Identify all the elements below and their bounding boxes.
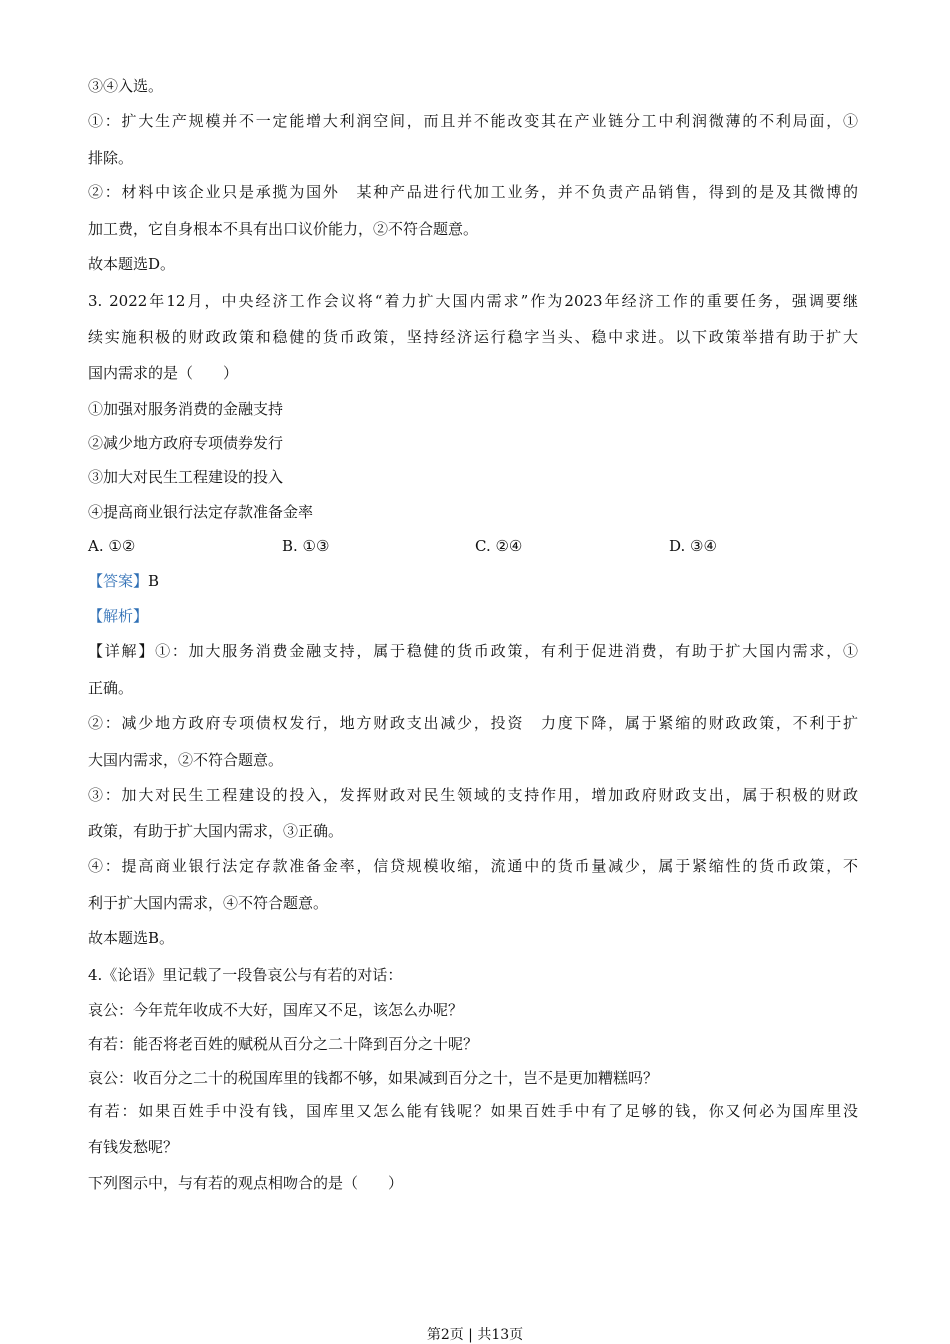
detail-line: 4.《论语》里记载了一段鲁哀公与有若的对话：	[88, 966, 403, 984]
text-line: ②减少地方政府专项债券发行	[88, 434, 284, 452]
text-line: ①加强对服务消费的金融支持	[88, 400, 284, 418]
text-line: 加工费，它自身根本不具有出口议价能力，②不符合题意。	[88, 220, 479, 238]
text-line: 国内需求的是（ ）	[88, 364, 239, 382]
option-c: C. ②④	[475, 537, 523, 555]
answer-label: 【答案】	[88, 572, 149, 590]
detail-line: 有若：能否将老百姓的赋税从百分之二十降到百分之十呢？	[88, 1035, 479, 1053]
detail-line: 大国内需求，②不符合题意。	[88, 751, 284, 769]
detail-line: 有钱发愁呢？	[88, 1138, 179, 1156]
detail-line: 正确。	[88, 679, 134, 697]
text-line: ②：材料中该企业只是承揽为国外 某种产品进行代加工业务，并不负责产品销售，得到的是及其微博的	[88, 183, 858, 201]
text-line: 续实施积极的财政政策和稳健的货币政策，坚持经济运行稳字当头、稳中求进。以下政策举措有助于扩大	[88, 328, 858, 346]
detail-line: 哀公：收百分之二十的税国库里的钱都不够，如果减到百分之十，岂不是更加糟糕吗？	[88, 1069, 659, 1087]
answer-line	[88, 571, 159, 591]
detail-line: 政策，有助于扩大国内需求，③正确。	[88, 822, 344, 840]
answer-value: B	[148, 572, 160, 590]
detail-line: 【详解】①：加大服务消费金融支持，属于稳健的货币政策，有利于促进消费，有助于扩大国内需求，①	[88, 642, 858, 660]
text-line: 3. 2022年12月，中央经济工作会议将“着力扩大国内需求”作为2023年经济工作的重要任务，强调要继	[88, 292, 858, 310]
analysis-label: 【解析】	[88, 607, 149, 625]
detail-line: 哀公：今年荒年收成不大好，国库又不足，该怎么办呢？	[88, 1001, 464, 1019]
detail-line: 有若：如果百姓手中没有钱，国库里又怎么能有钱呢？如果百姓手中有了足够的钱，你又何必为国库里没	[88, 1102, 858, 1120]
text-line: ③④入选。	[88, 77, 164, 95]
detail-line: 故本题选B。	[88, 929, 175, 947]
text-line: ④提高商业银行法定存款准备金率	[88, 503, 314, 521]
text-line: 故本题选D。	[88, 255, 176, 273]
detail-line: ②：减少地方政府专项债权发行，地方财政支出减少，投资 力度下降，属于紧缩的财政政策，不利于扩	[88, 714, 858, 732]
detail-line: ④：提高商业银行法定存款准备金率，信贷规模收缩，流通中的货币量减少，属于紧缩性的货币政策，不	[88, 857, 858, 875]
text-line: 排除。	[88, 149, 134, 167]
option-a: A. ①②	[88, 537, 136, 555]
detail-line: 利于扩大国内需求，④不符合题意。	[88, 894, 329, 912]
text-line: ③加大对民生工程建设的投入	[88, 468, 284, 486]
detail-line: ③：加大对民生工程建设的投入，发挥财政对民生领域的支持作用，增加政府财政支出，属于积极的财政	[88, 786, 858, 804]
option-d: D. ③④	[669, 537, 717, 555]
option-b: B. ①③	[282, 537, 330, 555]
text-line: ①：扩大生产规模并不一定能增大利润空间，而且并不能改变其在产业链分工中利润微薄的不利局面，①	[88, 112, 858, 130]
page-footer: 第2页 | 共13页	[426, 1327, 524, 1343]
detail-line: 下列图示中，与有若的观点相吻合的是（ ）	[88, 1174, 404, 1192]
